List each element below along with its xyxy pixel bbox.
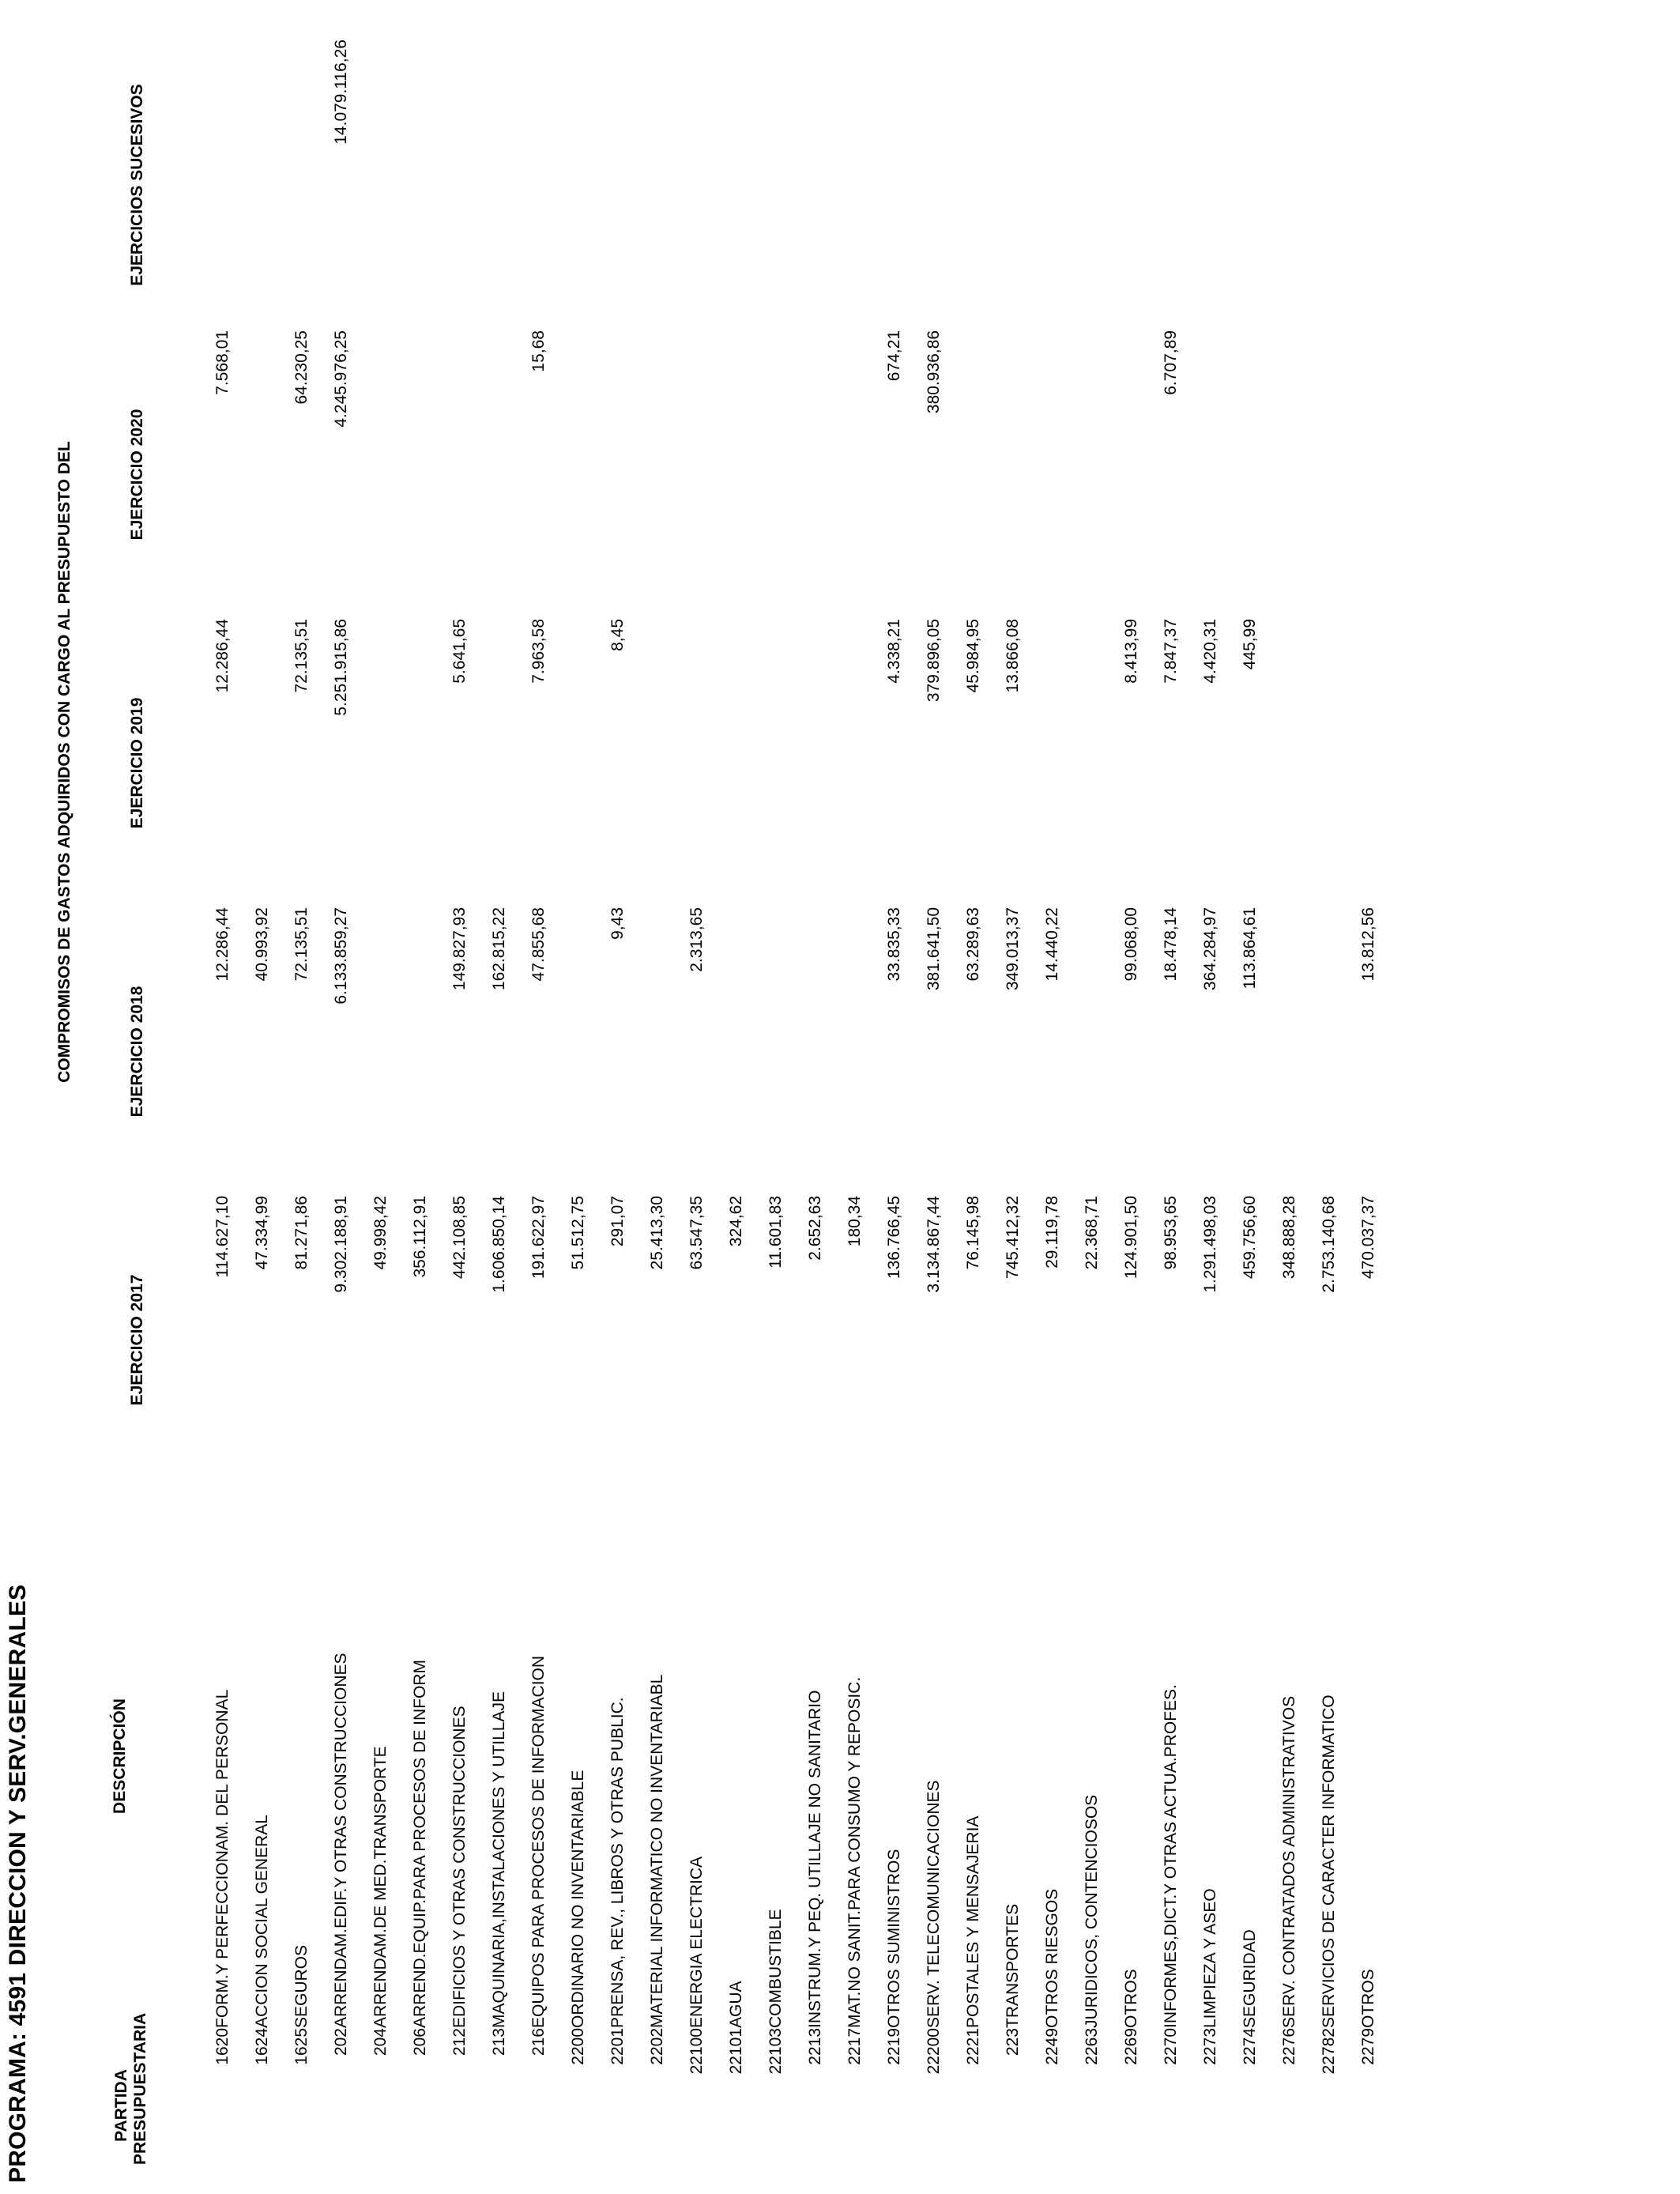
- ejercicio-2018-cell: 40.993,92: [253, 907, 271, 982]
- ejercicios-sucesivos-cell: [548, 40, 588, 330]
- partida-cell: 2221: [964, 2028, 982, 2065]
- ejercicio-2018-cell: [1062, 907, 1102, 1196]
- ejercicio-2020-cell: [746, 330, 785, 619]
- empty-cell: [1378, 330, 1451, 619]
- ejercicios-sucesivos-cell: [1260, 40, 1299, 330]
- ejercicio-2017-cell: 324,62: [727, 1196, 745, 1247]
- ejercicio-2018-cell: 13.812,56: [1359, 907, 1377, 982]
- ejercicio-2019-cell: [746, 619, 785, 907]
- ejercicio-2020-cell: 6.707,89: [1162, 330, 1180, 395]
- ejercicios-sucesivos-cell: [1299, 40, 1339, 330]
- table-row: [1023, 40, 1062, 2183]
- ejercicio-2020-cell: [944, 330, 983, 619]
- ejercicios-sucesivos-cell: [825, 40, 864, 330]
- ejercicio-2017-cell: 180,34: [846, 1196, 864, 1247]
- ejercicio-2017-cell: 9.302.188,91: [332, 1196, 350, 1293]
- ejercicios-sucesivos-cell: [193, 40, 232, 330]
- ejercicio-2018-cell: 12.286,44: [213, 907, 232, 982]
- ejercicio-2018-cell: 47.855,68: [529, 907, 548, 982]
- ejercicios-sucesivos-cell: [1023, 40, 1062, 330]
- ejercicio-2019-cell: [232, 619, 272, 907]
- ejercicio-2017-cell: 442.108,85: [450, 1196, 469, 1280]
- partida-cell: 2200: [569, 2028, 587, 2065]
- ejercicio-2017-cell: 47.334,99: [253, 1196, 271, 1270]
- partida-cell: 206: [411, 2028, 429, 2056]
- descripcion-cell: AGUA: [727, 1981, 745, 2028]
- ejercicio-2017-cell: 356.112,91: [411, 1196, 429, 1278]
- ejercicio-2017-cell: 291,07: [608, 1196, 627, 1247]
- ejercicio-2019-cell: 7.963,58: [529, 619, 548, 684]
- table-row: [667, 40, 706, 2183]
- ejercicio-2020-cell: [430, 330, 469, 619]
- ejercicio-2020-cell: [232, 330, 272, 619]
- header-ejercicios-sucesivos: EJERCICIOS SUCESIVOS: [128, 84, 146, 286]
- table-row: [864, 40, 904, 2183]
- descripcion-cell: OTROS RIESGOS: [1043, 1888, 1061, 2028]
- descripcion-cell: POSTALES Y MENSAJERIA: [964, 1815, 982, 2028]
- ejercicios-sucesivos-cell: [1181, 40, 1220, 330]
- partida-cell: 1624: [253, 2028, 271, 2065]
- table-row: [1260, 40, 1299, 2183]
- header-ejercicio-2017: EJERCICIO 2017: [128, 1274, 146, 1406]
- partida-cell: 22103: [767, 2028, 785, 2075]
- ejercicio-2017-cell: 1.606.850,14: [490, 1196, 508, 1293]
- ejercicio-2019-cell: 45.984,95: [964, 619, 982, 693]
- descripcion-cell: INSTRUM.Y PEQ. UTILLAJE NO SANITARIO: [806, 1690, 824, 2028]
- ejercicio-2018-cell: 9,43: [608, 907, 627, 940]
- ejercicio-2020-cell: 4.245.976,25: [332, 330, 350, 428]
- descripcion-cell: PRENSA, REV., LIBROS Y OTRAS PUBLIC.: [608, 1697, 627, 2028]
- ejercicios-sucesivos-cell: [785, 40, 825, 330]
- table-row: [1102, 40, 1141, 2183]
- table-row: [232, 40, 272, 2183]
- ejercicio-2019-cell: [548, 619, 588, 907]
- ejercicio-2018-cell: [627, 907, 667, 1196]
- ejercicios-sucesivos-cell: [944, 40, 983, 330]
- partida-cell: 2274: [1241, 2028, 1259, 2065]
- ejercicio-2018-cell: 14.440,22: [1043, 907, 1061, 982]
- table-body: [193, 40, 1451, 2183]
- partida-cell: 22100: [687, 2028, 706, 2075]
- table-row: [706, 40, 746, 2183]
- descripcion-cell: ENERGIA ELECTRICA: [687, 1856, 706, 2028]
- ejercicio-2020-cell: [983, 330, 1023, 619]
- ejercicio-2019-cell: 13.866,08: [1004, 619, 1022, 693]
- ejercicios-sucesivos-cell: [1102, 40, 1141, 330]
- program-title: PROGRAMA: 4591 DIRECCION Y SERV.GENERALES: [5, 1584, 31, 2183]
- descripcion-cell: LIMPIEZA Y ASEO: [1201, 1888, 1219, 2028]
- ejercicio-2019-cell: [390, 619, 430, 907]
- descripcion-cell: EDIFICIOS Y OTRAS CONSTRUCCIONES: [450, 1706, 469, 2028]
- ejercicio-2017-cell: 98.953,65: [1162, 1196, 1180, 1270]
- ejercicio-2017-cell: 22.368,71: [1083, 1196, 1101, 1270]
- ejercicio-2018-cell: 6.133.859,27: [332, 907, 350, 1005]
- ejercicio-2019-cell: [1023, 619, 1062, 907]
- empty-cell: [1378, 1196, 1451, 1484]
- ejercicio-2018-cell: [825, 907, 864, 1196]
- table-row: [825, 40, 864, 2183]
- table-row: [193, 40, 232, 2183]
- ejercicio-2019-cell: [706, 619, 746, 907]
- descripcion-cell: SEGUROS: [292, 1944, 311, 2028]
- ejercicio-2017-cell: 29.119,78: [1043, 1196, 1061, 1269]
- ejercicio-2020-cell: [1220, 330, 1260, 619]
- ejercicio-2018-cell: 364.284,97: [1201, 907, 1219, 991]
- table-row: [469, 40, 509, 2183]
- table-row: [1220, 40, 1260, 2183]
- ejercicios-sucesivos-cell: [1339, 40, 1378, 330]
- ejercicios-sucesivos-cell: [272, 40, 311, 330]
- descripcion-cell: EQUIPOS PARA PROCESOS DE INFORMACION: [529, 1655, 548, 2028]
- ejercicio-2018-cell: [390, 907, 430, 1196]
- ejercicios-sucesivos-cell: 14.079.116,26: [332, 40, 350, 145]
- ejercicio-2017-cell: 11.601,83: [767, 1196, 785, 1269]
- ejercicio-2020-cell: [1062, 330, 1102, 619]
- partida-cell: 2202: [648, 2028, 666, 2065]
- descripcion-cell: MATERIAL INFORMATICO NO INVENTARIABL: [648, 1674, 666, 2028]
- ejercicio-2020-cell: [548, 330, 588, 619]
- ejercicio-2019-cell: [667, 619, 706, 907]
- ejercicio-2020-cell: 64.230,25: [292, 330, 311, 405]
- descripcion-cell: JURIDICOS, CONTENCIOSOS: [1083, 1794, 1101, 2028]
- empty-cell: [1378, 619, 1451, 907]
- partida-cell: 22101: [727, 2028, 745, 2075]
- ejercicio-2018-cell: [1299, 907, 1339, 1196]
- ejercicio-2017-cell: 49.998,42: [371, 1196, 390, 1270]
- descripcion-cell: FORM.Y PERFECCIONAM. DEL PERSONAL: [213, 1689, 232, 2028]
- ejercicio-2017-cell: 136.766,45: [885, 1196, 903, 1280]
- ejercicio-2020-cell: [1181, 330, 1220, 619]
- ejercicio-2017-cell: 348.888,28: [1280, 1196, 1298, 1280]
- ejercicio-2020-cell: [588, 330, 627, 619]
- partida-cell: 2276: [1280, 2028, 1298, 2065]
- empty-cell: [1378, 907, 1451, 1196]
- descripcion-cell: SERVICIOS DE CARACTER INFORMATICO: [1320, 1695, 1338, 2028]
- ejercicios-sucesivos-cell: [390, 40, 430, 330]
- partida-cell: 1625: [292, 2028, 311, 2065]
- ejercicio-2019-cell: 8.413,99: [1122, 619, 1140, 684]
- partida-cell: 216: [529, 2028, 548, 2056]
- ejercicio-2020-cell: [1260, 330, 1299, 619]
- ejercicio-2017-cell: 63.547,35: [687, 1196, 706, 1270]
- ejercicio-2020-cell: 380.936,86: [925, 330, 943, 414]
- table-row: [272, 40, 311, 2183]
- table-row: [548, 40, 588, 2183]
- ejercicio-2020-cell: [1102, 330, 1141, 619]
- table-row: [904, 40, 944, 2183]
- ejercicio-2018-cell: 149.827,93: [450, 907, 469, 991]
- ejercicio-2020-cell: [785, 330, 825, 619]
- ejercicio-2017-cell: 2.753.140,68: [1320, 1196, 1338, 1293]
- descripcion-cell: MAT.NO SANIT.PARA CONSUMO Y REPOSIC.: [846, 1676, 864, 2028]
- ejercicio-2018-cell: 18.478,14: [1162, 907, 1180, 982]
- partida-cell: 22782: [1320, 2028, 1338, 2075]
- table-row: [311, 40, 351, 2183]
- ejercicios-sucesivos-cell: [1141, 40, 1181, 330]
- partida-cell: 2263: [1083, 2028, 1101, 2065]
- ejercicio-2020-cell: [1339, 330, 1378, 619]
- ejercicio-2019-cell: [469, 619, 509, 907]
- table-row: [430, 40, 469, 2183]
- descripcion-cell: ARRENDAM.EDIF.Y OTRAS CONSTRUCCIONES: [332, 1653, 350, 2028]
- ejercicios-sucesivos-cell: [706, 40, 746, 330]
- table-row: [944, 40, 983, 2183]
- ejercicio-2020-cell: [706, 330, 746, 619]
- ejercicio-2018-cell: 2.313,65: [687, 907, 706, 972]
- descripcion-cell: SERV. CONTRATADOS ADMINISTRATIVOS: [1280, 1695, 1298, 2028]
- ejercicio-2017-cell: 191.622,97: [529, 1196, 548, 1280]
- header-partida: [47, 2012, 193, 2183]
- descripcion-cell: INFORMES,DICT.Y OTRAS ACTUA.PROFES.: [1162, 1684, 1180, 2028]
- ejercicios-sucesivos-cell: [430, 40, 469, 330]
- ejercicio-2019-cell: [1299, 619, 1339, 907]
- header-ejercicio-2019: EJERCICIO 2019: [128, 697, 146, 829]
- partida-cell: 2269: [1122, 2028, 1140, 2065]
- ejercicio-2017-cell: 470.037,37: [1359, 1196, 1377, 1280]
- partida-cell: 2273: [1201, 2028, 1219, 2065]
- partida-cell: 212: [450, 2028, 469, 2056]
- partida-cell: 2279: [1359, 2028, 1377, 2065]
- partida-cell: 1620: [213, 2028, 232, 2065]
- partida-cell: 2270: [1162, 2028, 1180, 2065]
- ejercicio-2019-cell: [1062, 619, 1102, 907]
- descripcion-cell: OTROS: [1122, 1969, 1140, 2028]
- table-row: [1339, 40, 1378, 2183]
- header-ejercicio-2020: EJERCICIO 2020: [128, 409, 146, 541]
- ejercicio-2018-cell: 113.864,61: [1241, 907, 1259, 990]
- empty-cell: [1378, 40, 1451, 330]
- ejercicios-sucesivos-cell: [864, 40, 904, 330]
- table-filler-row: [1378, 40, 1451, 2183]
- ejercicio-2020-cell: [351, 330, 390, 619]
- ejercicio-2018-cell: [548, 907, 588, 1196]
- ejercicio-2019-cell: 12.286,44: [213, 619, 232, 693]
- ejercicio-2020-cell: 7.568,01: [213, 330, 232, 395]
- ejercicio-2018-cell: [785, 907, 825, 1196]
- table-row: [588, 40, 627, 2183]
- ejercicios-sucesivos-cell: [232, 40, 272, 330]
- ejercicio-2018-cell: 162.815,22: [490, 907, 508, 991]
- ejercicio-2018-cell: [351, 907, 390, 1196]
- empty-cell: [1378, 1484, 1451, 2028]
- descripcion-cell: TRANSPORTES: [1004, 1903, 1022, 2028]
- ejercicios-sucesivos-cell: [469, 40, 509, 330]
- descripcion-cell: SERV. TELECOMUNICACIONES: [925, 1780, 943, 2028]
- table-row: [390, 40, 430, 2183]
- ejercicio-2017-cell: 25.413,30: [648, 1196, 666, 1270]
- descripcion-cell: COMBUSTIBLE: [767, 1909, 785, 2028]
- descripcion-cell: SEGURIDAD: [1241, 1929, 1259, 2028]
- ejercicio-2017-cell: 81.271,86: [292, 1196, 311, 1270]
- partida-cell: 2217: [846, 2028, 864, 2065]
- ejercicio-2018-cell: [1260, 907, 1299, 1196]
- ejercicio-2017-cell: 114.627,10: [213, 1196, 232, 1278]
- ejercicio-2017-cell: 124.901,50: [1122, 1196, 1140, 1280]
- partida-cell: 223: [1004, 2028, 1022, 2056]
- ejercicio-2020-cell: [390, 330, 430, 619]
- descripcion-cell: ACCION SOCIAL GENERAL: [253, 1815, 271, 2028]
- ejercicio-2019-cell: 8,45: [608, 619, 627, 651]
- ejercicios-sucesivos-cell: [746, 40, 785, 330]
- ejercicio-2017-cell: 459.756,60: [1241, 1196, 1259, 1280]
- ejercicio-2018-cell: [706, 907, 746, 1196]
- ejercicio-2019-cell: 4.338,21: [885, 619, 903, 684]
- ejercicio-2019-cell: 5.641,65: [450, 619, 469, 684]
- table-row: [785, 40, 825, 2183]
- ejercicio-2019-cell: [627, 619, 667, 907]
- ejercicios-sucesivos-cell: [588, 40, 627, 330]
- ejercicio-2019-cell: 4.420,31: [1201, 619, 1219, 684]
- descripcion-cell: ORDINARIO NO INVENTARIABLE: [569, 1770, 587, 2028]
- partida-cell: 2201: [608, 2028, 627, 2065]
- ejercicio-2020-cell: [627, 330, 667, 619]
- table-row: [1181, 40, 1220, 2183]
- ejercicios-sucesivos-cell: [509, 40, 548, 330]
- descripcion-cell: MAQUINARIA,INSTALACIONES Y UTILLAJE: [490, 1691, 508, 2028]
- partida-cell: 202: [332, 2028, 350, 2056]
- header-descripcion: DESCRIPCIÓN: [111, 1698, 129, 1814]
- ejercicio-2020-cell: 15,68: [529, 330, 548, 372]
- table-row: [1062, 40, 1102, 2183]
- table-row: [627, 40, 667, 2183]
- partida-cell: 2219: [885, 2028, 903, 2065]
- ejercicios-sucesivos-cell: [667, 40, 706, 330]
- ejercicios-sucesivos-cell: [351, 40, 390, 330]
- table-row: [746, 40, 785, 2183]
- ejercicio-2020-cell: [1023, 330, 1062, 619]
- table-row: [1141, 40, 1181, 2183]
- ejercicio-2018-cell: 99.068,00: [1122, 907, 1140, 982]
- ejercicio-2017-cell: 3.134.867,44: [925, 1196, 943, 1293]
- descripcion-cell: OTROS SUMINISTROS: [885, 1849, 903, 2028]
- table-row: [1299, 40, 1339, 2183]
- ejercicio-2019-cell: 7.847,37: [1162, 619, 1180, 684]
- ejercicio-2019-cell: [785, 619, 825, 907]
- partida-cell: 2249: [1043, 2028, 1061, 2065]
- ejercicio-2017-cell: 2.652,63: [806, 1196, 824, 1261]
- descripcion-cell: ARREND.EQUIP.PARA PROCESOS DE INFORM: [411, 1660, 429, 2028]
- partida-cell: 22200: [925, 2028, 943, 2075]
- partida-cell: 2213: [806, 2028, 824, 2065]
- ejercicio-2019-cell: 5.251.915,86: [332, 619, 350, 716]
- ejercicios-sucesivos-cell: [983, 40, 1023, 330]
- descripcion-cell: OTROS: [1359, 1969, 1377, 2028]
- ejercicio-2019-cell: [1260, 619, 1299, 907]
- ejercicio-2018-cell: [746, 907, 785, 1196]
- ejercicio-2019-cell: [1339, 619, 1378, 907]
- ejercicio-2018-cell: 72.135,51: [292, 907, 311, 982]
- ejercicio-2017-cell: 745.412,32: [1004, 1196, 1022, 1280]
- ejercicios-sucesivos-cell: [904, 40, 944, 330]
- header-compromisos: COMPROMISOS DE GASTOS ADQUIRIDOS CON CARGO AL PRESUPUESTO DEL: [55, 441, 73, 1083]
- partida-cell: 213: [490, 2028, 508, 2056]
- table-row: [983, 40, 1023, 2183]
- ejercicio-2019-cell: 379.896,05: [925, 619, 943, 703]
- table-row: [351, 40, 390, 2183]
- commitments-table: [47, 40, 1451, 2183]
- header-partida-label: PARTIDA PRESUPUESTARIA: [112, 2012, 149, 2165]
- ejercicios-sucesivos-cell: [1220, 40, 1260, 330]
- descripcion-cell: ARRENDAM.DE MED.TRANSPORTE: [371, 1746, 390, 2028]
- ejercicio-2020-cell: [1299, 330, 1339, 619]
- ejercicio-2017-cell: 76.145,98: [964, 1196, 982, 1270]
- empty-cell: [1378, 2028, 1451, 2183]
- ejercicio-2018-cell: 33.835,33: [885, 907, 903, 982]
- ejercicio-2018-cell: 63.289,63: [964, 907, 982, 982]
- ejercicio-2019-cell: 72.135,51: [292, 619, 311, 693]
- ejercicio-2020-cell: [825, 330, 864, 619]
- ejercicio-2019-cell: 445,99: [1241, 619, 1259, 670]
- ejercicio-2018-cell: 381.641,50: [925, 907, 943, 991]
- header-ejercicio-2018: EJERCICIO 2018: [128, 986, 146, 1118]
- ejercicios-sucesivos-cell: [627, 40, 667, 330]
- table-row: [509, 40, 548, 2183]
- ejercicio-2017-cell: 1.291.498,03: [1201, 1196, 1219, 1293]
- ejercicio-2017-cell: 51.512,75: [569, 1196, 587, 1270]
- ejercicio-2019-cell: [825, 619, 864, 907]
- ejercicios-sucesivos-cell: [1062, 40, 1102, 330]
- ejercicio-2019-cell: [351, 619, 390, 907]
- ejercicio-2018-cell: 349.013,37: [1004, 907, 1022, 991]
- ejercicio-2020-cell: [667, 330, 706, 619]
- ejercicio-2020-cell: [469, 330, 509, 619]
- partida-cell: 204: [371, 2028, 390, 2056]
- ejercicio-2020-cell: 674,21: [885, 330, 903, 382]
